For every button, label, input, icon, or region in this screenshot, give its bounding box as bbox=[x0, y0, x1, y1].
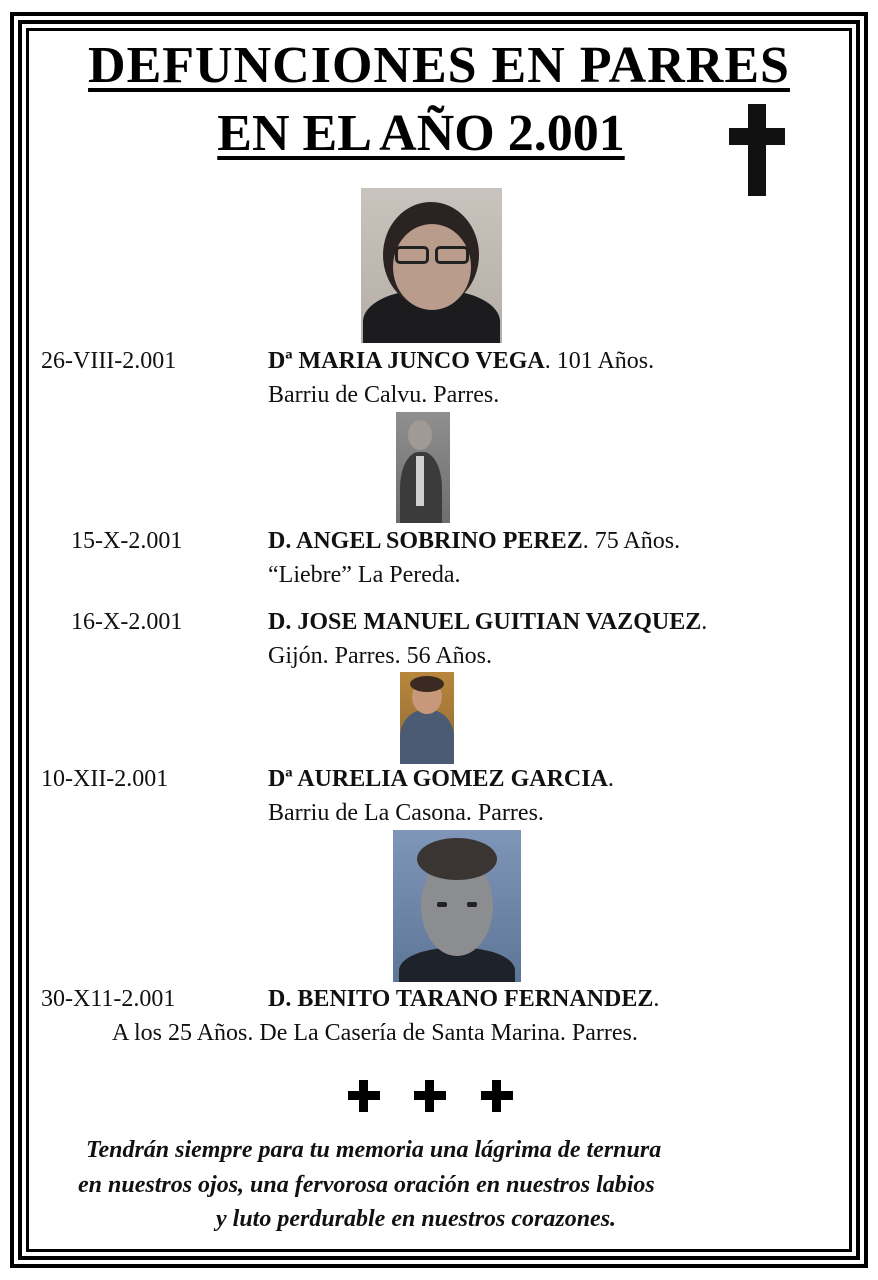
portrait-photo-maria bbox=[361, 188, 502, 343]
verse-line-1: Tendrán siempre para tu memoria una lágrima de ternura bbox=[86, 1137, 662, 1163]
entry-detail: Barriu de Calvu. Parres. bbox=[268, 382, 500, 408]
age-text: . bbox=[607, 766, 614, 792]
portrait-photo-benito bbox=[393, 830, 521, 982]
portrait-photo-angel bbox=[396, 412, 450, 523]
deceased-name: D. ANGEL SOBRINO PEREZ bbox=[268, 528, 583, 554]
portrait-photo-aurelia bbox=[400, 672, 454, 764]
plus-cross-icon bbox=[481, 1080, 513, 1112]
entry-detail: A los 25 Años. De La Casería de Santa Marina. Parres. bbox=[112, 1020, 638, 1046]
plus-cross-icon bbox=[348, 1080, 380, 1112]
entry-detail: “Liebre” La Pereda. bbox=[268, 562, 461, 588]
deceased-name: Dª MARIA JUNCO VEGA bbox=[268, 348, 545, 374]
entry-name-line bbox=[268, 348, 654, 375]
entry-name-line bbox=[268, 766, 614, 793]
entry-date: 26-VIII-2.001 bbox=[41, 348, 177, 374]
latin-cross-icon bbox=[729, 104, 785, 196]
entry-detail: Gijón. Parres. 56 Años. bbox=[268, 643, 492, 669]
entry-detail: Barriu de La Casona. Parres. bbox=[268, 800, 544, 826]
deceased-name: Dª AURELIA GOMEZ GARCIA bbox=[268, 766, 608, 792]
age-text: . bbox=[653, 986, 660, 1012]
entry-date: 30-X11-2.001 bbox=[41, 986, 176, 1012]
deceased-name: D. BENITO TARANO FERNANDEZ bbox=[268, 986, 654, 1012]
three-crosses bbox=[0, 1080, 878, 1116]
entry-date: 15-X-2.001 bbox=[71, 528, 183, 554]
verse-line-2: en nuestros ojos, una fervorosa oración en nuestros labios bbox=[78, 1172, 655, 1198]
plus-cross-icon bbox=[414, 1080, 446, 1112]
entry-name-line bbox=[268, 609, 707, 636]
page-title-line1: DEFUNCIONES EN PARRES bbox=[88, 37, 790, 94]
age-text: . 101 Años. bbox=[544, 348, 655, 374]
age-text: . 75 Años. bbox=[582, 528, 681, 554]
page-title-line2: EN EL AÑO 2.001 bbox=[217, 105, 625, 162]
age-text: . bbox=[701, 609, 708, 635]
entry-date: 10-XII-2.001 bbox=[41, 766, 169, 792]
verse-line-3: y luto perdurable en nuestros corazones. bbox=[216, 1206, 617, 1232]
entry-name-line bbox=[268, 986, 659, 1013]
entry-name-line bbox=[268, 528, 680, 555]
deceased-name: D. JOSE MANUEL GUITIAN VAZQUEZ bbox=[268, 609, 702, 635]
entry-date: 16-X-2.001 bbox=[71, 609, 183, 635]
